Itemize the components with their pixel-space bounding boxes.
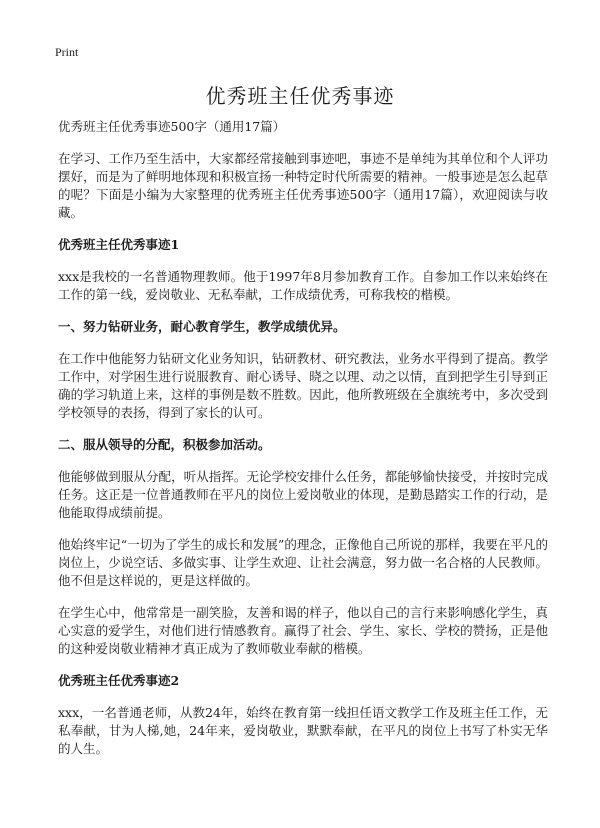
print-link[interactable]: Print [55,45,79,59]
section1-paragraph-1: xxx是我校的一名普通物理教师。他于1997年8月参加教育工作。自参加工作以来始终在工作的第一线，爱岗敬业、无私奉献，工作成绩优秀，可称我校的楷模。 [58,269,548,302]
section-heading-2: 优秀班主任优秀事迹2 [58,673,180,688]
section2-paragraph-1: xxx，一名普通老师，从教24年，始终在教育第一线担任语文教学工作及班主任工作，无私奉献，甘为人梯,她，24年来，爱岗敬业，默默奉献，在平凡的岗位上书写了朴实无华的人生。 [58,705,548,756]
subsection2-paragraph-1: 他能够做到服从分配，听从指挥。无论学校安排什么任务，都能够愉快接受，并按时完成任务。这正是一位普通教师在平凡的岗位上爱岗敬业的体现，是勤恳踏实工作的行动，是他能取得成绩前提。 [58,469,548,520]
article-body [58,118,548,772]
subsection2-paragraph-2: 他始终牢记“一切为了学生的成长和发展”的理念，正像他自己所说的那样，我要在平凡的岗位上，少说空话、多做实事、让学生欢迎、让社会满意，努力做一名合格的人民教师。他不但是这样说的，更是这样做的。 [58,537,548,588]
intro-paragraph: 在学习、工作乃至生活中，大家都经常接触到事迹吧，事迹不是单纯为其单位和个人评功摆好，而是为了鲜明地体现和积极宣扬一种特定时代所需要的精神。一般事迹是怎么起草的呢？下面是小编为大家整理的优秀班主任优秀事迹500字（通用17篇），欢迎阅读与收藏。 [58,151,548,220]
section-heading-1: 优秀班主任优秀事迹1 [58,237,180,252]
subsection-heading-1: 一、努力钻研业务，耐心教育学生，教学成绩优异。 [58,319,346,334]
subsection-heading-2: 二、服从领导的分配，积极参加活动。 [58,437,271,452]
subsection2-paragraph-3: 在学生心中，他常常是一副笑脸，友善和谒的样子，他以自己的言行来影响感化学生，真心实意的爱学生，对他们进行情感教育。赢得了社会、学生、家长、学校的赞扬，正是他的这种爱岗敬业精神才真正成为了教师敬业奉献的楷模。 [58,605,548,656]
subsection1-paragraph-1: 在工作中他能努力钻研文化业务知识，钻研教材、研究教法，业务水平得到了提高。教学工作中，对学困生进行说服教育、耐心诱导、晓之以理、动之以情，直到把学生引导到正确的学习轨道上来，这样的事例是数不胜数。因此，他所教班级在全旗统考中，多次受到学校领导的表扬，得到了家长的认可。 [58,351,548,420]
page-title: 优秀班主任优秀事迹 [205,84,395,108]
article-subtitle: 优秀班主任优秀事迹500字（通用17篇） [58,119,286,134]
